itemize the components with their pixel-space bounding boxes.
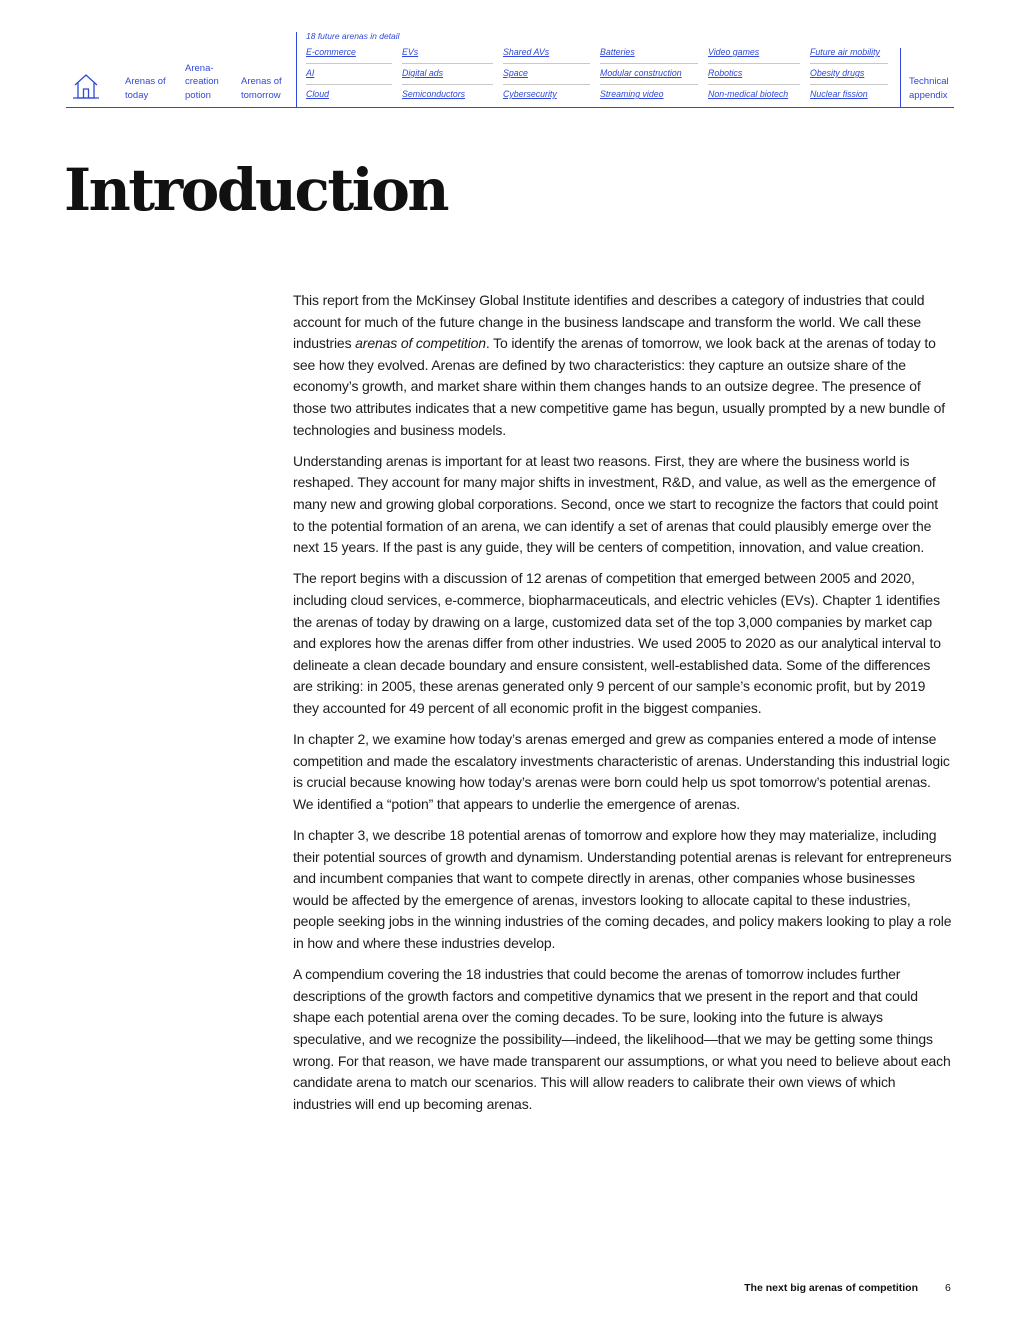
nav-arenas-of-tomorrow[interactable]: Arenas of tomorrow <box>241 76 282 101</box>
footer-report-title: The next big arenas of competition <box>744 1282 918 1294</box>
nav-separator <box>900 48 901 108</box>
paragraph: A compendium covering the 18 industries that could become the arenas of tomorrow includes further descriptions of the growth factors and competitive dynamics that we present in the report and that could shape each potential arena over the coming decades. To be sure, looking into the future is always speculative, and we recognize the possibility—indeed, the likelihood—that we may be getting some things wrong. For that reason, we have made transparent our assumptions, or what you need to believe about each candidate arena to match our scenarios. This will allow readers to calibrate their own views of which industries will end up becoming arenas. <box>293 966 951 1112</box>
arena-link-video-games[interactable]: Video games <box>708 44 800 64</box>
arena-link-evs[interactable]: EVs <box>402 44 493 64</box>
arena-link-obesity-drugs[interactable]: Obesity drugs <box>810 65 888 85</box>
nav-arena-creation-potion[interactable]: Arena-creation potion <box>185 62 219 101</box>
home-icon[interactable] <box>72 72 100 100</box>
arenas-detail-heading: 18 future arenas in detail <box>306 31 400 41</box>
nav-arenas-of-today[interactable]: Arenas of today <box>125 76 166 101</box>
paragraph: Understanding arenas is important for at least two reasons. First, they are where the business world is reshaped. They account for many major shifts in investment, R&D, and value, as well as the emergence of many new and growing global corporations. Second, once we start to recognize the factors that could point to the potential formation of an arena, we can identify a set of arenas that could plausibly emerge over the next 15 years. If the past is any guide, they will be centers of competition, innovation, and value creation. <box>293 452 938 556</box>
arena-link-cloud[interactable]: Cloud <box>306 89 329 99</box>
emphasis-term: arenas of competition <box>355 335 486 352</box>
arena-link-future-air-mobility[interactable]: Future air mobility <box>810 44 888 64</box>
arena-link-ai[interactable]: AI <box>306 65 392 85</box>
paragraph <box>293 290 953 441</box>
paragraph-text: This report from the McKinsey Global Institute identifies and describes a category of industries that could account for much of the future change in the business landscape and transform the world. We call these industries <box>293 292 925 352</box>
arena-link-streaming-video[interactable]: Streaming video <box>600 89 664 99</box>
top-navigation <box>66 28 954 108</box>
paragraph: In chapter 2, we examine how today’s arenas emerged and grew as companies entered a mode of intense competition and made the escalatory investments characteristic of arenas. Understanding this industrial logic is crucial because knowing how today’s arenas were born could help us spot tomorrow’s potential arenas. We identified a “potion” that appears to underlie the emergence of arenas. <box>293 731 950 812</box>
paragraph-text: . To identify the arenas of tomorrow, we look back at the arenas of today to see how they evolved. Arenas are defined by two characteristics: they capture an outsize share of the economy’s growth, and market share within them changes hands to an outsize degree. The presence of those two attributes indicates that a new competitive game has begun, usually prompted by a new bundle of technologies and business models. <box>293 335 945 438</box>
nav-technical-appendix[interactable]: Technical appendix <box>909 76 949 101</box>
nav-separator <box>296 32 297 108</box>
footer-page-number: 6 <box>945 1282 951 1294</box>
arena-link-shared-avs[interactable]: Shared AVs <box>503 44 590 64</box>
paragraph: In chapter 3, we describe 18 potential arenas of tomorrow and explore how they may materialize, including their potential sources of growth and dynamism. Understanding potential arenas is relevant for entrepreneurs and incumbent companies that want to compete directly in arenas, other companies whose businesses would be affected by the emergence of arenas, investors looking to allocate capital to these industries, people seeking jobs in the winning industries of the coming decades, and policy makers looking to play a role in how and where these industries develop. <box>293 827 952 951</box>
arena-link-robotics[interactable]: Robotics <box>708 65 800 85</box>
arena-link-digital-ads[interactable]: Digital ads <box>402 65 493 85</box>
arena-link-nuclear-fission[interactable]: Nuclear fission <box>810 89 868 99</box>
arena-link-non-medical-biotech[interactable]: Non-medical biotech <box>708 89 789 99</box>
nav-underline <box>66 107 954 108</box>
arena-link-semiconductors[interactable]: Semiconductors <box>402 89 466 99</box>
page-title: Introduction <box>64 156 448 224</box>
body-text <box>293 290 953 1125</box>
arena-link-cybersecurity[interactable]: Cybersecurity <box>503 89 557 99</box>
arena-link-modular-construction[interactable]: Modular construction <box>600 65 698 85</box>
paragraph: The report begins with a discussion of 12 arenas of competition that emerged between 2005 and 2020, including cloud services, e-commerce, biopharmaceuticals, and electric vehicles (EVs). Chapter 1 identifies the arenas of today by drawing on a large, customized data set of the top 3,000 companies by market cap and explores how the arenas differ from other industries. We used 2005 to 2020 as our analytical interval to delineate a clean decade boundary and ensure consistent, well-established data. Some of the differences are striking: in 2005, these arenas generated only 9 percent of our sample’s economic profit, but by 2019 they accounted for 49 percent of all economic profit in the biggest companies. <box>293 570 941 716</box>
arena-link-e-commerce[interactable]: E-commerce <box>306 44 392 64</box>
arena-link-space[interactable]: Space <box>503 65 590 85</box>
arena-link-batteries[interactable]: Batteries <box>600 44 698 64</box>
